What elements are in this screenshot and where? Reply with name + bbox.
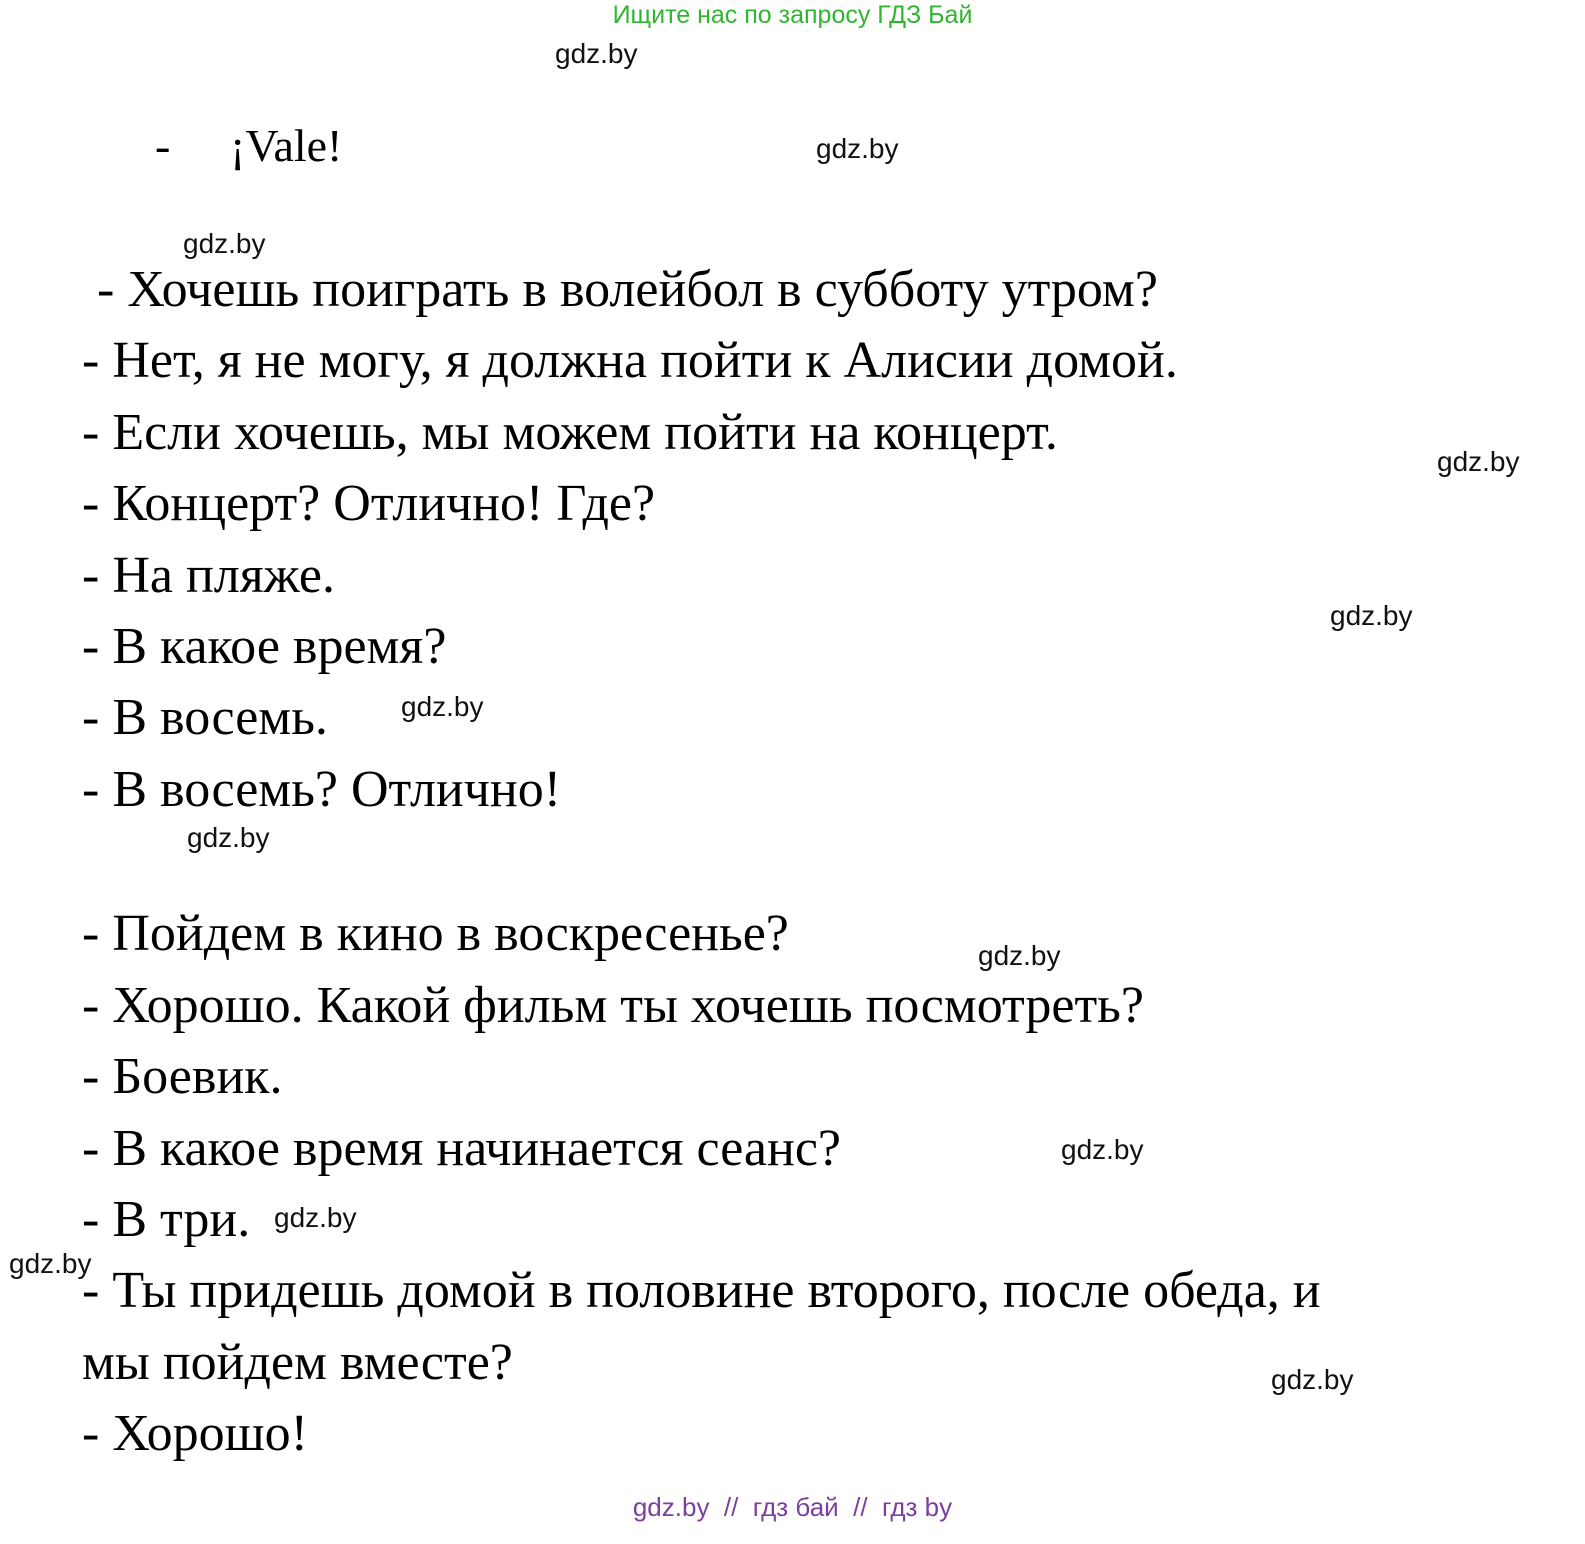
watermark: gdz.by [555, 38, 638, 69]
watermark: gdz.by [401, 691, 484, 722]
dialogue-line: - На пляже. [82, 547, 335, 604]
dialogue-line: - Боевик. [82, 1048, 283, 1105]
dialogue-line: мы пойдем вместе? [82, 1334, 513, 1391]
dialogue-line: - Нет, я не могу, я должна пойти к Алисии домой. [82, 332, 1178, 389]
dialogue-line: - В какое время? [82, 618, 447, 675]
dialogue-line: - В какое время начинается сеанс? [82, 1120, 842, 1177]
dialogue-line: - Хорошо! [82, 1405, 308, 1462]
dialogue-line: - Хочешь поиграть в волейбол в субботу утром? [97, 261, 1158, 318]
dialogue-line: - В восемь. [82, 689, 328, 746]
vale-dash: - [155, 120, 171, 171]
watermark: gdz.by [978, 940, 1061, 971]
watermark: gdz.by [816, 133, 899, 164]
watermark: gdz.by [1061, 1134, 1144, 1165]
watermark: gdz.by [9, 1248, 92, 1279]
watermark: gdz.by [187, 822, 270, 853]
footer-links[interactable]: gdz.by // гдз бай // гдз by [632, 1492, 953, 1522]
vale-line: ¡Vale! [230, 120, 343, 171]
dialogue-line: - В три. [82, 1191, 251, 1248]
watermark: gdz.by [274, 1202, 357, 1233]
dialogue-line: - В восемь? Отлично! [82, 761, 562, 818]
dialogue-line: - Концерт? Отлично! Где? [82, 475, 656, 532]
dialogue-line: - Если хочешь, мы можем пойти на концерт. [82, 404, 1058, 461]
watermark: gdz.by [1330, 600, 1413, 631]
watermark: gdz.by [1437, 446, 1520, 477]
watermark: gdz.by [183, 228, 266, 259]
watermark: gdz.by [1271, 1364, 1354, 1395]
dialogue-line: - Хорошо. Какой фильм ты хочешь посмотреть? [82, 977, 1144, 1034]
search-banner[interactable]: Ищите нас по запросу ГДЗ Бай [612, 1, 973, 29]
dialogue-line: - Ты придешь домой в половине второго, после обеда, и [82, 1262, 1321, 1319]
dialogue-line: - Пойдем в кино в воскресенье? [82, 905, 789, 962]
